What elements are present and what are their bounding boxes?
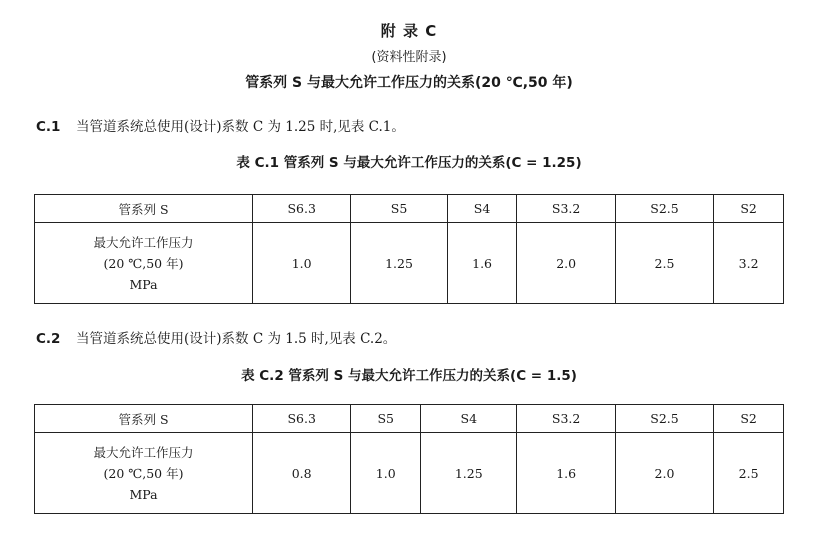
- value-cell: 1.6: [517, 433, 615, 514]
- series-cell: S2: [714, 195, 784, 223]
- series-cell: S6.3: [253, 195, 351, 223]
- row-label-line: MPa: [129, 486, 158, 502]
- value-cell: 1.25: [421, 433, 517, 514]
- clause-text: 当管道系统总使用(设计)系数 C 为 1.5 时,见表 C.2。: [76, 331, 397, 347]
- appendix-subtitle: (资料性附录): [371, 50, 447, 65]
- clause-c2: [36, 327, 396, 347]
- row-label-line: (20 ℃,50 年): [103, 255, 184, 271]
- row-label-cell: [35, 223, 253, 304]
- series-cell: S2.5: [615, 195, 713, 223]
- series-cell: S4: [447, 195, 517, 223]
- header-label-cell: 管系列 S: [35, 405, 253, 433]
- clause-text: 当管道系统总使用(设计)系数 C 为 1.25 时,见表 C.1。: [76, 119, 405, 135]
- series-cell: S4: [421, 405, 517, 433]
- row-label-cell: [35, 433, 253, 514]
- value-cell: 0.8: [253, 433, 351, 514]
- value-cell: 1.0: [351, 433, 421, 514]
- table-value-row: [35, 223, 784, 304]
- row-label-line: 最大允许工作压力: [93, 444, 194, 460]
- appendix-title: 附 录 C: [380, 22, 438, 40]
- table-c1: [34, 194, 784, 304]
- row-label-line: 最大允许工作压力: [93, 234, 194, 250]
- series-cell: S2.5: [615, 405, 713, 433]
- value-cell: 1.6: [447, 223, 517, 304]
- series-cell: S6.3: [253, 405, 351, 433]
- row-label-line: (20 ℃,50 年): [103, 465, 184, 481]
- series-cell: S3.2: [517, 405, 615, 433]
- header-label-cell: 管系列 S: [35, 195, 253, 223]
- value-cell: 1.25: [351, 223, 447, 304]
- clause-c1: [36, 115, 405, 135]
- series-cell: S5: [351, 405, 421, 433]
- series-cell: S3.2: [517, 195, 615, 223]
- series-cell: S5: [351, 195, 447, 223]
- clause-number: C.2: [36, 331, 61, 347]
- value-cell: 2.5: [615, 223, 713, 304]
- value-cell: 2.5: [714, 433, 784, 514]
- value-cell: 1.0: [253, 223, 351, 304]
- table-header-row: [35, 195, 784, 223]
- table-c2-caption: 表 C.2 管系列 S 与最大允许工作压力的关系(C = 1.5): [241, 368, 577, 384]
- table-header-row: [35, 405, 784, 433]
- series-cell: S2: [714, 405, 784, 433]
- table-c1-caption: 表 C.1 管系列 S 与最大允许工作压力的关系(C = 1.25): [236, 155, 582, 171]
- appendix-relation-title: 管系列 S 与最大允许工作压力的关系(20 ℃,50 年): [245, 75, 573, 91]
- row-label-line: MPa: [129, 276, 158, 292]
- clause-number: C.1: [36, 119, 61, 135]
- table-c2: [34, 404, 784, 514]
- value-cell: 2.0: [517, 223, 615, 304]
- value-cell: 3.2: [714, 223, 784, 304]
- table-value-row: [35, 433, 784, 514]
- value-cell: 2.0: [615, 433, 713, 514]
